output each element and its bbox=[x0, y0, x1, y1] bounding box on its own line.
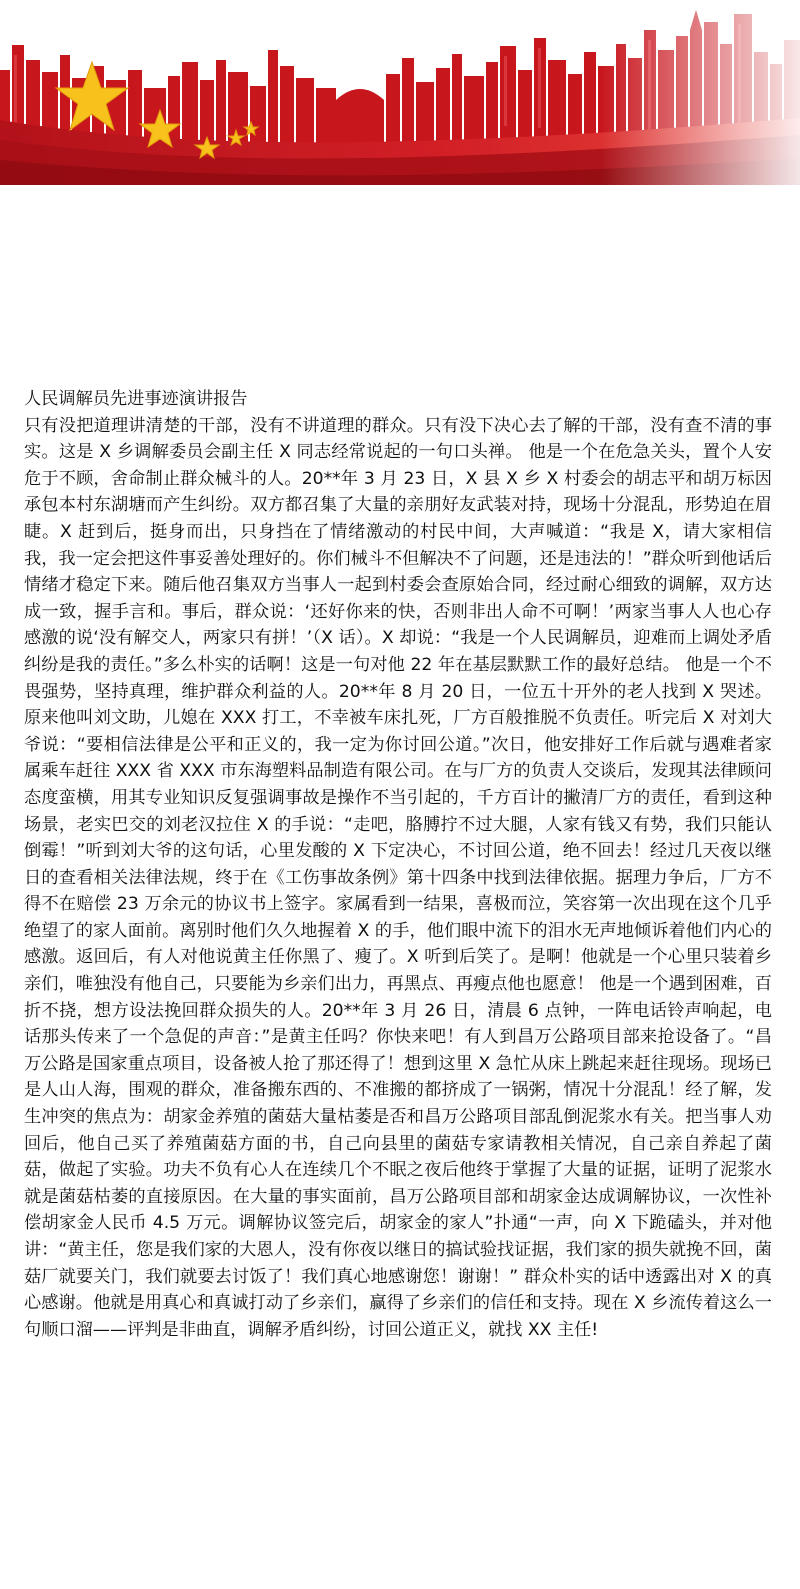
header-banner bbox=[0, 0, 800, 185]
document-body: 只有没把道理讲清楚的干部，没有不讲道理的群众。只有没下决心去了解的干部，没有查不清的事实。这是 X 乡调解委员会副主任 X 同志经常说起的一句口头禅。 他是一个在危急关头，置个人安危于不顾，舍命制止群众械斗的人。20**年 3 月 23 日，X 县 X 乡 X 村委会的胡志平和胡万标因承包本村东湖塘而产生纠纷。双方都召集了大量的亲朋好友武装对持，现场十分混乱，形势迫在眉睫。X 赶到后，挺身而出，只身挡在了情绪激动的村民中间，大声喊道：“我是 X，请大家相信我，我一定会把这件事妥善处理好的。你们械斗不但解决不了问题，还是违法的！”群众听到他话后情绪才稳定下来。随后他召集双方当事人一起到村委会查原始合同，经过耐心细致的调解，双方达成一致，握手言和。事后，群众说：‘还好你来的快，否则非出人命不可啊！’两家当事人人也心存感激的说‘没有解交人，两家只有拼！’（X 话）。X 却说：“我是一个人民调解员，迎难而上调处矛盾纠纷是我的责任。”多么朴实的话啊！这是一句对他 22 年在基层默默工作的最好总结。 他是一个不畏强势，坚持真理，维护群众利益的人。20**年 8 月 20 日，一位五十开外的老人找到 X 哭述。原来他叫刘文助，儿媳在 XXX 打工，不幸被车床扎死，厂方百般推脱不负责任。听完后 X 对刘大爷说：“要相信法律是公平和正义的，我一定为你讨回公道。”次日，他安排好工作后就与遇难者家属乘车赶往 XXX 省 XXX 市东海塑料品制造有限公司。在与厂方的负责人交谈后，发现其法律顾问态度蛮横，用其专业知识反复强调事故是操作不当引起的，千方百计的撇清厂方的责任，看到这种场景，老实巴交的刘老汉拉住 X 的手说：“走吧，胳膊拧不过大腿，人家有钱又有势，我们只能认倒霉！”听到刘大爷的这句话，心里发酸的 X 下定决心，不讨回公道，绝不回去！经过几天夜以继日的查看相关法律法规，终于在《工伤事故条例》第十四条中找到法律依据。据理力争后，厂方不得不在赔偿 23 万余元的协议书上签字。家属看到一结果，喜极而泣，笑容第一次出现在这个几乎绝望了的家人面前。离别时他们久久地握着 X 的手，他们眼中流下的泪水无声地倾诉着他们内心的感激。返回后，有人对他说黄主任你黑了、瘦了。X 听到后笑了。是啊！他就是一个心里只装着乡亲们，唯独没有他自己，只要能为乡亲们出力，再黑点、再瘦点他也愿意！ 他是一个遇到困难，百折不挠，想方设法挽回群众损失的人。20**年 3 月 26 日，清晨 6 点钟，一阵电话铃声响起，电话那头传来了一个急促的声音：”是黄主任吗？你快来吧！有人到昌万公路项目部来抢设备了。“昌万公路是国家重点项目，设备被人抢了那还得了！想到这里 X 急忙从床上跳起来赶往现场。现场已是人山人海，围观的群众，准备搬东西的、不准搬的都挤成了一锅粥，情况十分混乱！经了解，发生冲突的焦点为：胡家金养殖的菌菇大量枯萎是否和昌万公路项目部乱倒泥浆水有关。把当事人劝回后，他自己买了养殖菌菇方面的书，自己向县里的菌菇专家请教相关情况，自己亲自养起了菌菇，做起了实验。功夫不负有心人在连续几个不眠之夜后他终于掌握了大量的证据，证明了泥浆水就是菌菇枯萎的直接原因。在大量的事实面前，昌万公路项目部和胡家金达成调解协议，一次性补偿胡家金人民币 4.5 万元。调解协议签完后，胡家金的家人”扑通“一声，向 X 下跪磕头，并对他讲：“黄主任，您是我们家的大恩人，没有你夜以继日的搞试验找证据，我们家的损失就挽不回，菌菇厂就要关门，我们就要去讨饭了！我们真心地感谢您！谢谢！” 群众朴实的话中透露出对 X 的真心感谢。他就是用真心和真诚打动了乡亲们，赢得了乡亲们的信任和支持。现在 X 乡流传着这么一句顺口溜——评判是非曲直，调解矛盾纠纷，讨回公道正义，就找 XX 主任! bbox=[24, 415, 772, 1340]
city-skyline-banner-graphic bbox=[0, 0, 800, 185]
document-title: 人民调解员先进事迹演讲报告 bbox=[24, 389, 248, 409]
document-content bbox=[24, 386, 772, 1343]
